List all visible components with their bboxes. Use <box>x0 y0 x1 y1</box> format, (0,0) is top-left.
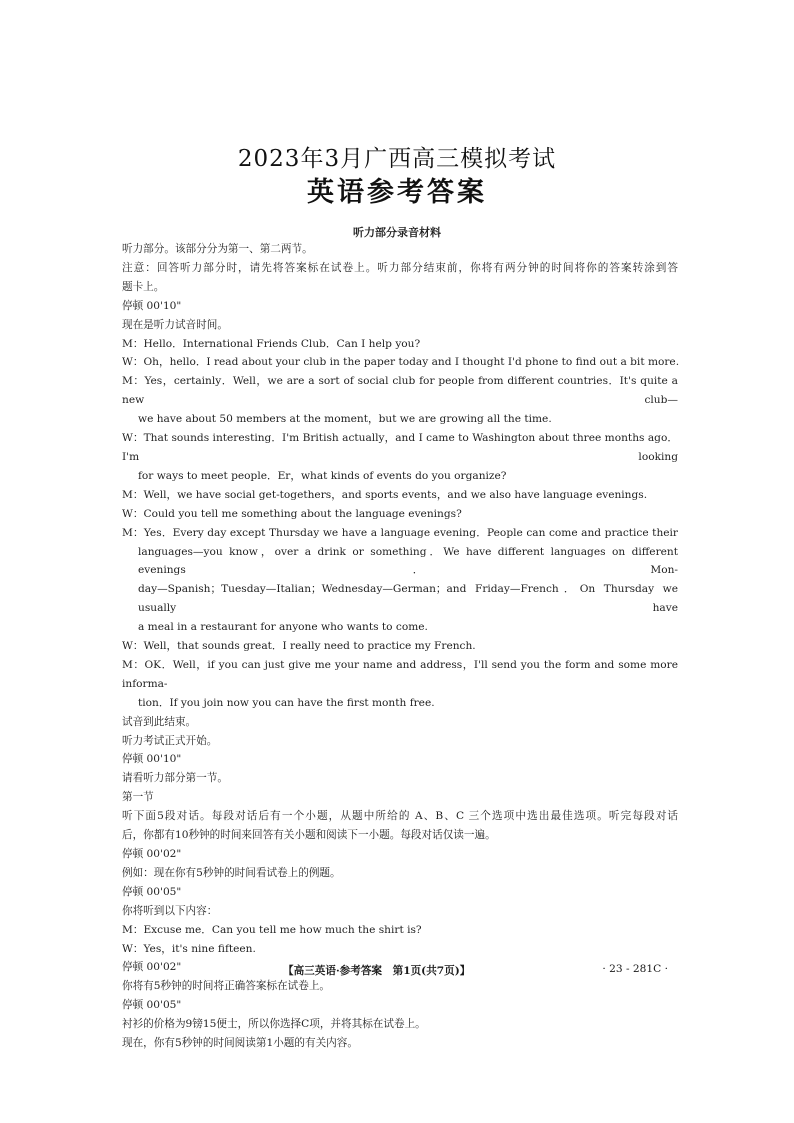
document-title: 2023年3月广西高三模拟考试 <box>237 146 557 172</box>
dialogue-line: W：That sounds interesting．I'm British actually，and I came to Washington about three months ago．I'm looking <box>122 432 678 463</box>
text-line: 停顿 00'02" <box>122 961 182 974</box>
dialogue-line-continued: tion．If you join now you can have the first month free. <box>138 696 435 709</box>
text-line: 停顿 00'05" <box>122 885 182 898</box>
dialogue-line-continued: day—Spanish；Tuesday—Italian；Wednesday—German；and Friday—French．On Thursday we usually have <box>138 583 678 615</box>
dialogue-line-continued: for ways to meet people．Er，what kinds of events do you organize? <box>138 469 507 482</box>
text-line: 停顿 00'10" <box>122 753 182 766</box>
text-line: 现在是听力试音时间。 <box>122 318 228 331</box>
dialogue-line: M：Hello．International Friends Club．Can I help you? <box>122 337 421 350</box>
dialogue-line-continued: a meal in a restaurant for anyone who wants to come. <box>138 621 428 634</box>
text-line: 注意：回答听力部分时，请先将答案标在试卷上。听力部分结束前，你将有两分钟的时间将你的答案转涂到答 <box>122 261 678 274</box>
text-line: 听力部分。该部分分为第一、第二两节。 <box>122 243 313 255</box>
dialogue-line: W：Could you tell me something about the language evenings? <box>122 507 462 520</box>
text-line: 你将听到以下内容： <box>122 904 218 917</box>
text-line: 听力考试正式开始。 <box>122 734 218 747</box>
transcript-body <box>122 240 678 1053</box>
footer-doc-code: · 23 - 281C · <box>602 963 668 975</box>
text-line: 停顿 00'05" <box>122 999 182 1012</box>
text-line: 第一节 <box>122 791 154 804</box>
text-line: 题卡上。 <box>122 280 165 293</box>
dialogue-line-continued: we have about 50 members at the moment，but we are growing all the time. <box>138 413 552 426</box>
text-line: 你将有5秒钟的时间将正确答案标在试卷上。 <box>122 980 331 993</box>
footer-page-info: 【高三英语·参考答案 第1页(共7页)】 <box>283 965 471 977</box>
text-line: 后，你都有10秒钟的时间来回答有关小题和阅读下一小题。每段对话仅读一遍。 <box>122 829 496 842</box>
text-line: 现在，你有5秒钟的时间阅读第1小题的有关内容。 <box>122 1037 358 1050</box>
text-line: 试音到此结束。 <box>122 715 197 728</box>
document-subtitle: 英语参考答案 <box>307 177 487 208</box>
text-line: 请看听力部分第一节。 <box>122 772 228 785</box>
dialogue-line: M：Yes，certainly．Well，we are a sort of social club for people from different countries．It's quite a new club— <box>122 375 678 407</box>
dialogue-line: M：Yes．Every day except Thursday we have a language evening．People can come and practice their <box>122 526 678 539</box>
text-line: 衬衫的价格为9镑15便士，所以你选择C项，并将其标在试卷上。 <box>122 1018 426 1031</box>
section-heading: 听力部分录音材料 <box>353 226 441 239</box>
dialogue-line: M：Excuse me．Can you tell me how much the shirt is? <box>122 923 422 936</box>
text-line: 停顿 00'10" <box>122 299 182 312</box>
dialogue-line: W：Oh，hello．I read about your club in the paper today and I thought I'd phone to find out a bit more. <box>122 356 680 369</box>
text-line: 听下面5段对话。每段对话后有一个小题，从题中所给的 A、B、C 三个选项中选出最佳选项。听完每段对话 <box>122 810 678 823</box>
dialogue-line: M：OK．Well，if you can just give me your name and address，I'll send you the form and some more informa- <box>122 658 678 690</box>
text-line: 例如：现在你有5秒钟的时间看试卷上的例题。 <box>122 866 341 879</box>
text-line: 停顿 00'02" <box>122 848 182 860</box>
dialogue-line: W：Yes，it's nine fifteen. <box>122 942 256 955</box>
dialogue-line: W：Well，that sounds great．I really need to practice my French. <box>122 640 476 653</box>
dialogue-line-continued: languages—you know，over a drink or something．We have different languages on different evenings．Mon- <box>138 545 678 577</box>
page-footer <box>0 963 794 983</box>
dialogue-line: M：Well，we have social get-togethers，and sports events，and we also have language evenings. <box>122 488 648 501</box>
